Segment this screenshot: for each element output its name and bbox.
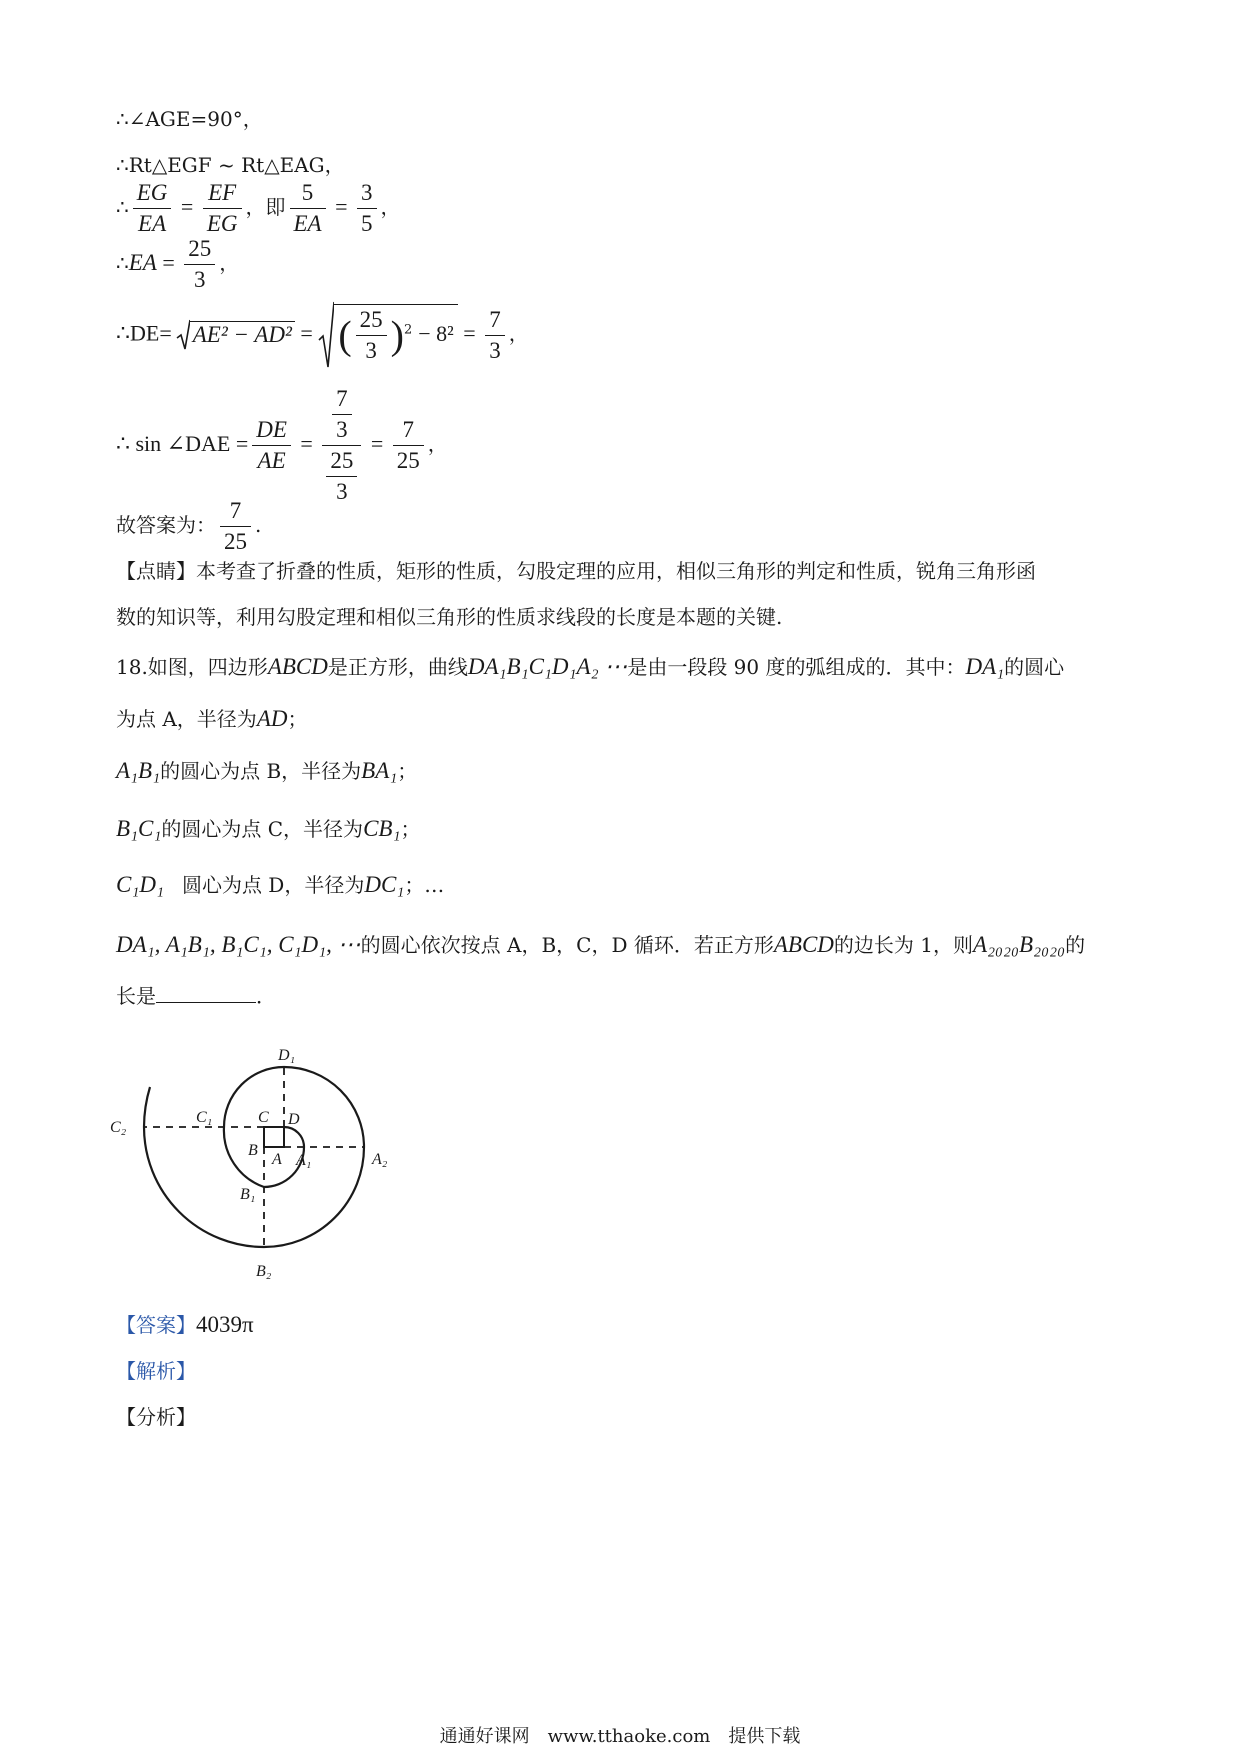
step-ratio: ∴ $\frac{EG}{EA}$ = $\frac{EF}{EG}$ ，即 $\frac{5}{EA}$ = $\frac{3}{5}$ ，	[116, 178, 401, 239]
fraction: $\frac{EG}{EA}$	[133, 178, 172, 239]
step-sin-dae: ∴ sin ∠DAE = $\frac{DE}{AE}$ = $\frac{\frac{7}{3}}{\frac{25}{3}}$ = $\frac{7}{25}$ ，	[116, 384, 448, 507]
fraction: $\frac{7}{25}$	[393, 415, 424, 476]
fenxi-tag: 【分析】	[116, 1405, 196, 1429]
label-b2: B₂	[256, 1263, 272, 1280]
label-a: A	[272, 1151, 282, 1168]
spiral-figure	[110, 1032, 410, 1302]
fraction: $\frac{7}{3}$	[485, 305, 505, 366]
label-a2: A₂	[372, 1151, 388, 1168]
radical-sign-icon	[176, 318, 190, 352]
label-b1: B₁	[240, 1186, 256, 1203]
problem-18-line-2: 为点 A，半径为AD；	[116, 706, 308, 731]
square-abcd	[264, 1127, 284, 1147]
label-c: C	[258, 1109, 269, 1126]
compound-fraction: $\frac{\frac{7}{3}}{\frac{25}{3}}$	[322, 384, 361, 507]
fraction: $\frac{3}{5}$	[357, 178, 377, 239]
step-similar-triangles: ∴Rt△EGF ~ Rt△EAG，	[116, 153, 345, 177]
radical-sign-icon	[318, 300, 334, 370]
problem-18-line-5: C₁D₁ 圆心为点 D，半径为DC₁；…	[116, 872, 445, 897]
sqrt-expression: AE² − AD²	[176, 318, 295, 352]
label-a1: A₁	[296, 1152, 312, 1169]
fraction: $\frac{25}{3}$	[356, 305, 387, 366]
arc-a2b2-b2c2	[144, 1087, 364, 1247]
fraction: $\frac{5}{EA}$	[290, 178, 326, 239]
sqrt-expression: ( $\frac{25}{3}$ )$^2$ − 8²	[318, 300, 457, 370]
label-c1: C₁	[196, 1109, 213, 1126]
step-de-value: ∴DE= AE² − AD² = ( $\frac{25}{3}$ )$^2$ − 8² = $\frac{7}{3}$ ，	[116, 300, 529, 370]
fraction: $\frac{7}{25}$	[220, 496, 251, 557]
label-b: B	[248, 1142, 258, 1159]
label-c2: C₂	[110, 1119, 127, 1136]
comment-line-2: 数的知识等，利用勾股定理和相似三角形的性质求线段的长度是本题的关键.	[116, 605, 783, 629]
step-ea-value: ∴EA = $\frac{25}{3}$ ，	[116, 234, 239, 295]
problem-18-line-3: A₁B₁的圆心为点 B，半径为BA₁；	[116, 758, 418, 783]
problem-18-line-6: DA₁, A₁B₁, B₁C₁, C₁D₁, ⋯的圆心依次按点 A，B，C，D 循环．若正方形ABCD的边长为 1，则A₂₀₂₀B₂₀₂₀的	[116, 932, 1086, 957]
comment-line-1: 【点睛】本考查了折叠的性质，矩形的性质，勾股定理的应用，相似三角形的判定和性质，锐角三角形函	[116, 559, 1036, 583]
page-footer: 通通好课网 www.tthaoke.com 提供下载	[439, 1726, 801, 1747]
label-d1: D₁	[278, 1047, 296, 1064]
fraction: $\frac{EF}{EG}$	[203, 178, 242, 239]
final-answer-previous: 故答案为： $\frac{7}{25}$ .	[116, 496, 261, 557]
problem-18-line-1: 18.如图，四边形ABCD是正方形，曲线DA₁B₁C₁D₁A₂ ⋯是由一段段 90 度的弧组成的．其中：DA₁的圆心	[116, 654, 1065, 679]
fraction: $\frac{DE}{AE}$	[252, 415, 291, 476]
problem-18-line-7: 长是 ．	[116, 980, 276, 1011]
step-angle-age: ∴∠AGE=90°，	[116, 107, 263, 131]
analysis-tag: 【解析】	[116, 1359, 196, 1383]
problem-18-line-4: B₁C₁的圆心为点 C，半径为CB₁；	[116, 816, 421, 841]
label-d: D	[288, 1111, 300, 1128]
fraction: $\frac{25}{3}$	[184, 234, 215, 295]
answer-line: 【答案】4039π	[116, 1312, 254, 1337]
answer-blank	[156, 980, 256, 1003]
